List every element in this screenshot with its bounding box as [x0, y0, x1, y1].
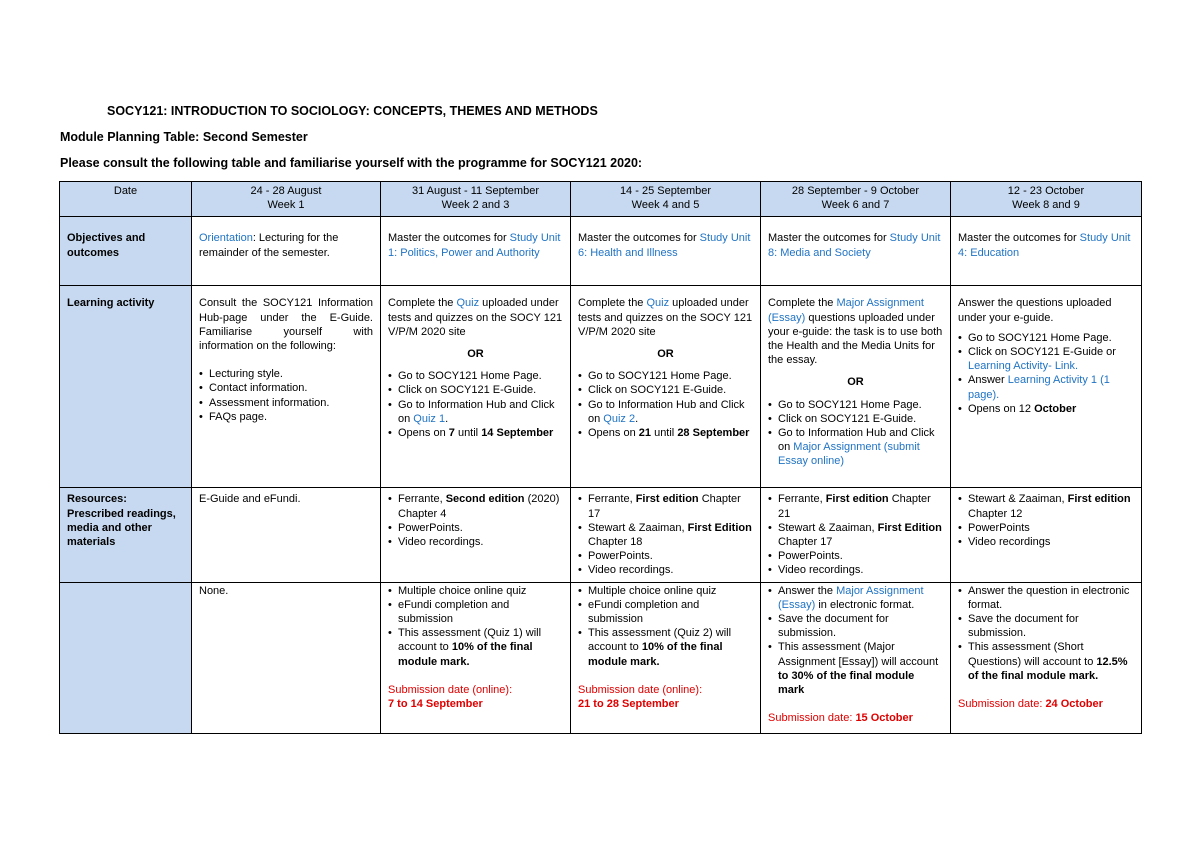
header-week-4-5: 14 - 25 September Week 4 and 5: [571, 182, 761, 217]
header-week-2-3: 31 August - 11 September Week 2 and 3: [381, 182, 571, 217]
learning-activity-label: Learning activity: [60, 286, 192, 488]
learning-week-6-7: Complete the Major Assignment (Essay) questions uploaded under your e-guide: the task is to use both the Health and the Media Units for the essay. OR • Go to SOCY121 Home Page. • Click on SOCY121 E-Guide. • Go to Information Hub and Click on Major Assignment (submit Essay online): [761, 286, 951, 488]
table-header-row: [60, 182, 1142, 217]
learning-week-8-9: Answer the questions uploaded under your e-guide. • Go to SOCY121 Home Page. • Click on SOCY121 E-Guide or Learning Activity- Link. • Answer Learning Activity 1 (1 page). • Opens on 12 October: [951, 286, 1142, 488]
resources-row: [60, 488, 1142, 582]
objectives-week-6-7: Master the outcomes for Study Unit 8: Media and Society: [761, 217, 951, 286]
quiz-link[interactable]: Quiz: [646, 297, 670, 310]
submit-essay-link[interactable]: Major Assignment (submit Essay online): [778, 441, 920, 468]
learning-week-2-3: Complete the Quiz uploaded under tests and quizzes on the SOCY 121 V/P/M 2020 site OR • Go to SOCY121 Home Page. • Click on SOCY121 E-Guide. • Go to Information Hub and Click on Quiz 1. • Opens on 7 until 14 September: [381, 286, 571, 488]
major-assignment-link[interactable]: Major Assignment (Essay): [768, 297, 924, 324]
learning-activity-row: [60, 286, 1142, 488]
resources-week-4-5: • Ferrante, First edition Chapter 17 • Stewart & Zaaiman, First Edition Chapter 18 • PowerPoints. • Video recordings.: [571, 488, 761, 582]
objectives-row: [60, 217, 1142, 286]
learning-activity-link[interactable]: Learning Activity- Link: [968, 360, 1075, 373]
resources-week-6-7: • Ferrante, First edition Chapter 21 • Stewart & Zaaiman, First Edition Chapter 17 • PowerPoints. • Video recordings.: [761, 488, 951, 582]
quiz-1-link[interactable]: Quiz 1: [413, 412, 446, 425]
learning-week-1: Consult the SOCY121 Information Hub-page under the E-Guide. Familiarise yourself with information on the following: • Lecturing style. • Contact information. • Assessment information. • FAQs page.: [192, 286, 381, 488]
assessment-label: [60, 582, 192, 733]
assessment-week-2-3: • Multiple choice online quiz • eFundi completion and submission • This assessment (Quiz 1) will account to 10% of the final module mark. Submission date (online): 7 to 14 September: [381, 582, 571, 733]
quiz-link[interactable]: Quiz: [456, 297, 480, 310]
list-item: • FAQs page.: [199, 410, 373, 424]
header-week-8-9: 12 - 23 October Week 8 and 9: [951, 182, 1142, 217]
learning-week-4-5: Complete the Quiz uploaded under tests and quizzes on the SOCY 121 V/P/M 2020 site OR • Go to SOCY121 Home Page. • Click on SOCY121 E-Guide. • Go to Information Hub and Click on Quiz 2. • Opens on 21 until 28 September: [571, 286, 761, 488]
resources-week-1: E-Guide and eFundi.: [192, 488, 381, 582]
header-date-label: Date: [60, 182, 192, 217]
study-unit-6-link[interactable]: Study Unit 6: Health and Illness: [578, 232, 751, 259]
assessment-week-8-9: • Answer the question in electronic format. • Save the document for submission. • This assessment (Short Questions) will account to 12.5% of the final module mark. Submission date: 24 October: [951, 582, 1142, 733]
resources-week-2-3: • Ferrante, Second edition (2020) Chapter 4 • PowerPoints. • Video recordings.: [381, 488, 571, 582]
learning-activity-1-link[interactable]: Learning Activity 1 (1 page): [968, 374, 1110, 401]
study-unit-4-link[interactable]: Study Unit 4: Education: [958, 232, 1131, 259]
module-planning-table: [59, 181, 1142, 734]
list-item: • Lecturing style.: [199, 367, 373, 381]
assessment-week-6-7: • Answer the Major Assignment (Essay) in electronic format. • Save the document for submission. • This assessment (Major Assignment [Essay]) will account to 30% of the final module mark Submission date: 15 October: [761, 582, 951, 733]
document-subtitle: Module Planning Table: Second Semester: [60, 130, 308, 144]
resources-week-8-9: • Stewart & Zaaiman, First edition Chapter 12 • PowerPoints • Video recordings: [951, 488, 1142, 582]
objectives-label: Objectives and outcomes: [60, 217, 192, 286]
orientation-link[interactable]: Orientation: [199, 232, 253, 245]
study-unit-1-link[interactable]: Study Unit 1: Politics, Power and Authority: [388, 232, 561, 259]
header-week-6-7: 28 September - 9 October Week 6 and 7: [761, 182, 951, 217]
header-week-1: 24 - 28 August Week 1: [192, 182, 381, 217]
objectives-week-1: Orientation: Lecturing for the remainder of the semester.: [192, 217, 381, 286]
list-item: • Assessment information.: [199, 396, 373, 410]
document-title: SOCY121: INTRODUCTION TO SOCIOLOGY: CONCEPTS, THEMES AND METHODS: [107, 104, 598, 118]
list-item: • Contact information.: [199, 381, 373, 395]
resources-label: Resources: Prescribed readings, media and other materials: [60, 488, 192, 582]
study-unit-8-link[interactable]: Study Unit 8: Media and Society: [768, 232, 941, 259]
objectives-week-4-5: Master the outcomes for Study Unit 6: Health and Illness: [571, 217, 761, 286]
objectives-week-2-3: Master the outcomes for Study Unit 1: Politics, Power and Authority: [381, 217, 571, 286]
assessment-week-1: None.: [192, 582, 381, 733]
assessment-row: [60, 582, 1142, 733]
assessment-week-4-5: • Multiple choice online quiz • eFundi completion and submission • This assessment (Quiz 2) will account to 10% of the final module mark. Submission date (online): 21 to 28 September: [571, 582, 761, 733]
objectives-week-8-9: Master the outcomes for Study Unit 4: Education: [951, 217, 1142, 286]
quiz-2-link[interactable]: Quiz 2: [603, 412, 636, 425]
major-assignment-link[interactable]: Major Assignment (Essay): [778, 584, 924, 611]
document-instruction: Please consult the following table and familiarise yourself with the programme for SOCY121 2020:: [60, 156, 643, 170]
